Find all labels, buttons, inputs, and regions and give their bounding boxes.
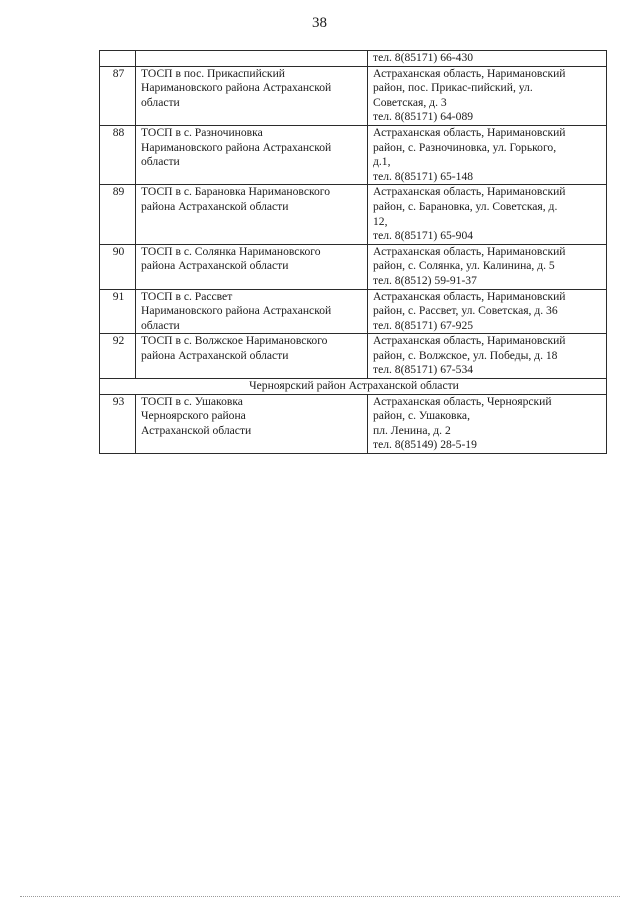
office-address-cell xyxy=(368,125,607,184)
address-line: район, с. Рассвет, ул. Советская, д. 36 xyxy=(373,304,558,318)
address-line: Астраханская область, Наримановский xyxy=(373,125,566,139)
office-name-line: Наримановского района Астраханской xyxy=(141,304,332,318)
office-name-line: Черноярского района xyxy=(141,409,246,423)
table-body-section xyxy=(100,379,607,395)
office-address-cell xyxy=(368,289,607,334)
address-line: район, пос. Прикас-пийский, ул. xyxy=(373,81,533,95)
table-row xyxy=(100,289,607,334)
address-line: тел. 8(85171) 66-430 xyxy=(373,51,474,64)
office-address-cell xyxy=(368,185,607,244)
address-line: тел. 8(8512) 59-91-37 xyxy=(373,273,477,287)
office-name-line: ТОСП в с. Разночиновка xyxy=(141,125,263,139)
office-address-cell xyxy=(368,334,607,379)
office-address-cell xyxy=(368,66,607,125)
address-line: район, с. Разночиновка, ул. Горького, xyxy=(373,140,557,154)
office-name-line: ТОСП в с. Ушаковка xyxy=(141,394,243,408)
address-line: д.1, xyxy=(373,155,391,169)
office-name-cell xyxy=(136,244,368,289)
office-name-line: района Астраханской области xyxy=(141,259,289,273)
office-name-cell xyxy=(136,334,368,379)
address-line: тел. 8(85171) 67-534 xyxy=(373,363,474,377)
address-line: район, с. Ушаковка, xyxy=(373,409,470,423)
address-line: Астраханская область, Наримановский xyxy=(373,244,566,258)
office-name-line: района Астраханской области xyxy=(141,199,289,213)
row-number-cell: 91 xyxy=(100,289,136,334)
address-line: Астраханская область, Наримановский xyxy=(373,185,566,199)
address-line: район, с. Барановка, ул. Советская, д. xyxy=(373,199,558,213)
table-row-continuation xyxy=(100,51,607,67)
address-line: тел. 8(85171) 64-089 xyxy=(373,110,474,124)
section-title: Черноярский район Астраханской области xyxy=(100,379,607,395)
row-number-cell: 90 xyxy=(100,244,136,289)
address-line: район, с. Волжское, ул. Победы, д. 18 xyxy=(373,348,558,362)
address-line: тел. 8(85149) 28-5-19 xyxy=(373,438,477,452)
table-row xyxy=(100,244,607,289)
row-number-cell: 88 xyxy=(100,125,136,184)
table-row xyxy=(100,394,607,453)
row-number-cell: 89 xyxy=(100,185,136,244)
address-line: тел. 8(85171) 67-925 xyxy=(373,318,474,332)
office-name-cell xyxy=(136,185,368,244)
address-line: Астраханская область, Наримановский xyxy=(373,334,566,348)
table-row xyxy=(100,66,607,125)
office-name-cell xyxy=(136,125,368,184)
office-name-line: ТОСП в с. Рассвет xyxy=(141,289,233,303)
row-number-cell: 93 xyxy=(100,394,136,453)
tosp-registry-table xyxy=(99,50,607,454)
office-name-line: Астраханской области xyxy=(141,423,252,437)
address-line: Советская, д. 3 xyxy=(373,95,447,109)
office-name-cell xyxy=(136,51,368,67)
office-name-cell xyxy=(136,289,368,334)
office-name-line: области xyxy=(141,155,180,169)
office-name-cell xyxy=(136,66,368,125)
office-address-cell xyxy=(368,394,607,453)
office-address-cell xyxy=(368,51,607,67)
address-line: пл. Ленина, д. 2 xyxy=(373,423,451,437)
office-name-line: области xyxy=(141,318,180,332)
address-line: район, с. Солянка, ул. Калинина, д. 5 xyxy=(373,259,555,273)
section-header-row xyxy=(100,379,607,395)
office-name-line: ТОСП в пос. Прикаспийский xyxy=(141,66,285,80)
row-number-cell: 92 xyxy=(100,334,136,379)
page-number: 38 xyxy=(312,15,327,31)
table-row xyxy=(100,125,607,184)
table-row xyxy=(100,334,607,379)
office-name-line: ТОСП в с. Барановка Наримановского xyxy=(141,185,331,199)
office-name-line: ТОСП в с. Солянка Наримановского xyxy=(141,244,321,258)
table-body-naimanovsky xyxy=(100,51,607,379)
address-line: тел. 8(85171) 65-148 xyxy=(373,169,474,183)
address-line: 12, xyxy=(373,214,388,228)
office-name-line: Наримановского района Астраханской xyxy=(141,140,332,154)
address-line: Астраханская область, Черноярский xyxy=(373,394,552,408)
scan-edge-artifact xyxy=(20,896,620,899)
address-line: тел. 8(85171) 65-904 xyxy=(373,229,474,243)
row-number-cell xyxy=(100,51,136,67)
office-address-cell xyxy=(368,244,607,289)
table-body-chernoyarsky xyxy=(100,394,607,453)
table-row xyxy=(100,185,607,244)
office-name-line: области xyxy=(141,95,180,109)
office-name-line: района Астраханской области xyxy=(141,348,289,362)
address-line: Астраханская область, Наримановский xyxy=(373,66,566,80)
office-name-line: Наримановского района Астраханской xyxy=(141,81,332,95)
office-name-cell xyxy=(136,394,368,453)
row-number-cell: 87 xyxy=(100,66,136,125)
address-line: Астраханская область, Наримановский xyxy=(373,289,566,303)
office-name-line: ТОСП в с. Волжское Наримановского xyxy=(141,334,328,348)
